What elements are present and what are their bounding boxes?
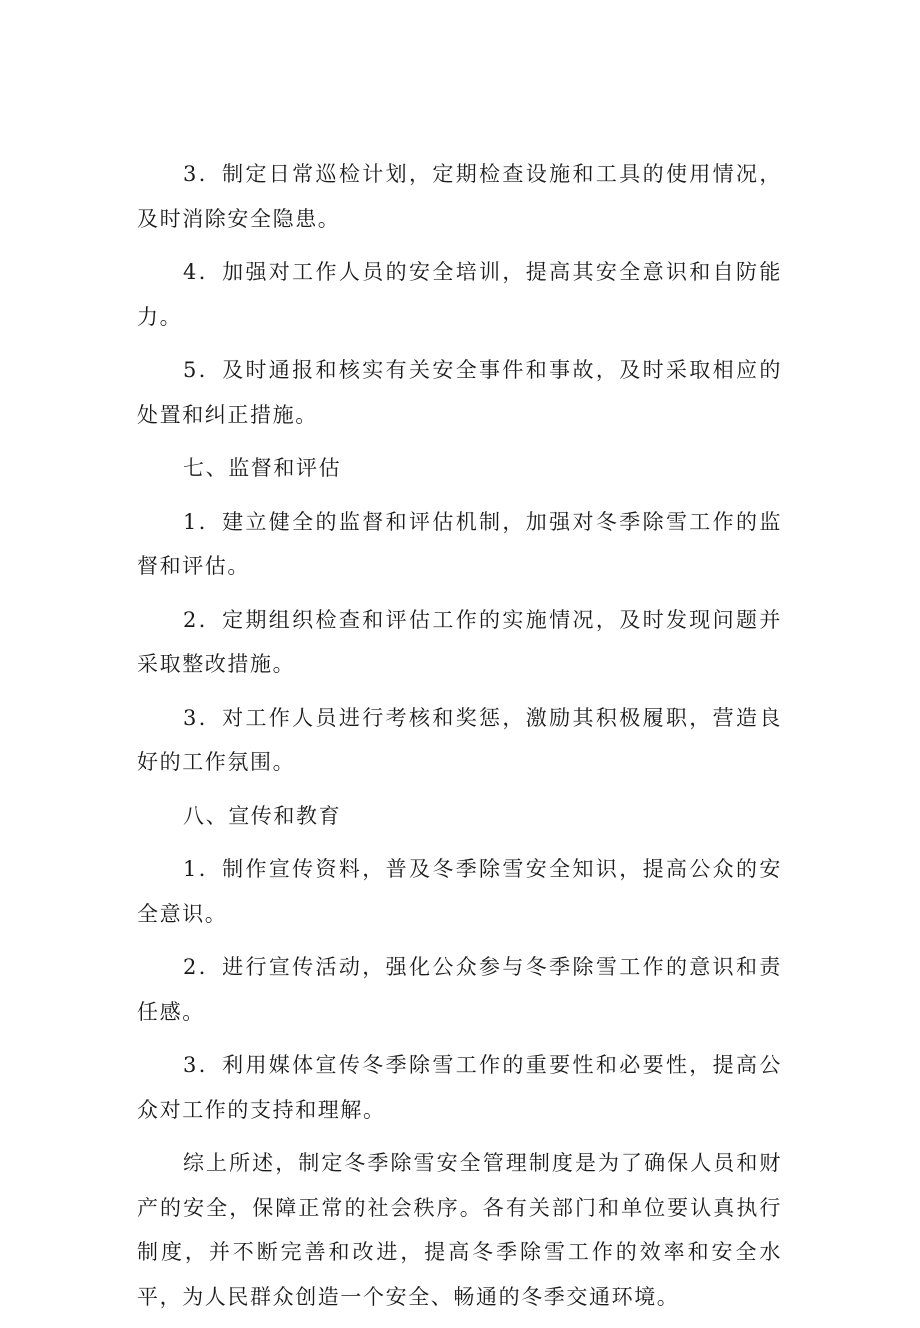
item-3-media-publicity: 3．利用媒体宣传冬季除雪工作的重要性和必要性，提高公众对工作的支持和理解。: [137, 1053, 782, 1122]
item-2-regular-inspection: 2．定期组织检查和评估工作的实施情况，及时发现问题并采取整改措施。: [137, 607, 782, 676]
item-5-incident-reporting: 5．及时通报和核实有关安全事件和事故，及时采取相应的处置和纠正措施。: [137, 358, 782, 427]
section-heading-supervision: 七、监督和评估: [183, 456, 342, 480]
item-2-publicity-activities: 2．进行宣传活动，强化公众参与冬季除雪工作的意识和责任感。: [137, 955, 782, 1024]
item-1-supervision-mechanism: 1．建立健全的监督和评估机制，加强对冬季除雪工作的监督和评估。: [137, 509, 782, 578]
item-3-assessment-rewards: 3．对工作人员进行考核和奖惩，激励其积极履职，营造良好的工作氛围。: [137, 705, 782, 774]
item-4-safety-training: 4．加强对工作人员的安全培训，提高其安全意识和自防能力。: [137, 260, 782, 329]
document-body: [137, 152, 782, 1328]
item-3-inspection-plan: 3．制定日常巡检计划，定期检查设施和工具的使用情况，及时消除安全隐患。: [137, 162, 782, 231]
item-1-publicity-materials: 1．制作宣传资料，普及冬季除雪安全知识，提高公众的安全意识。: [137, 857, 782, 926]
conclusion-paragraph: 综上所述，制定冬季除雪安全管理制度是为了确保人员和财产的安全，保障正常的社会秩序。各有关部门和单位要认真执行制度，并不断完善和改进，提高冬季除雪工作的效率和安全水平，为人民群众创造一个安全、畅通的冬季交通环境。: [137, 1151, 782, 1309]
section-heading-publicity: 八、宣传和教育: [183, 803, 342, 828]
